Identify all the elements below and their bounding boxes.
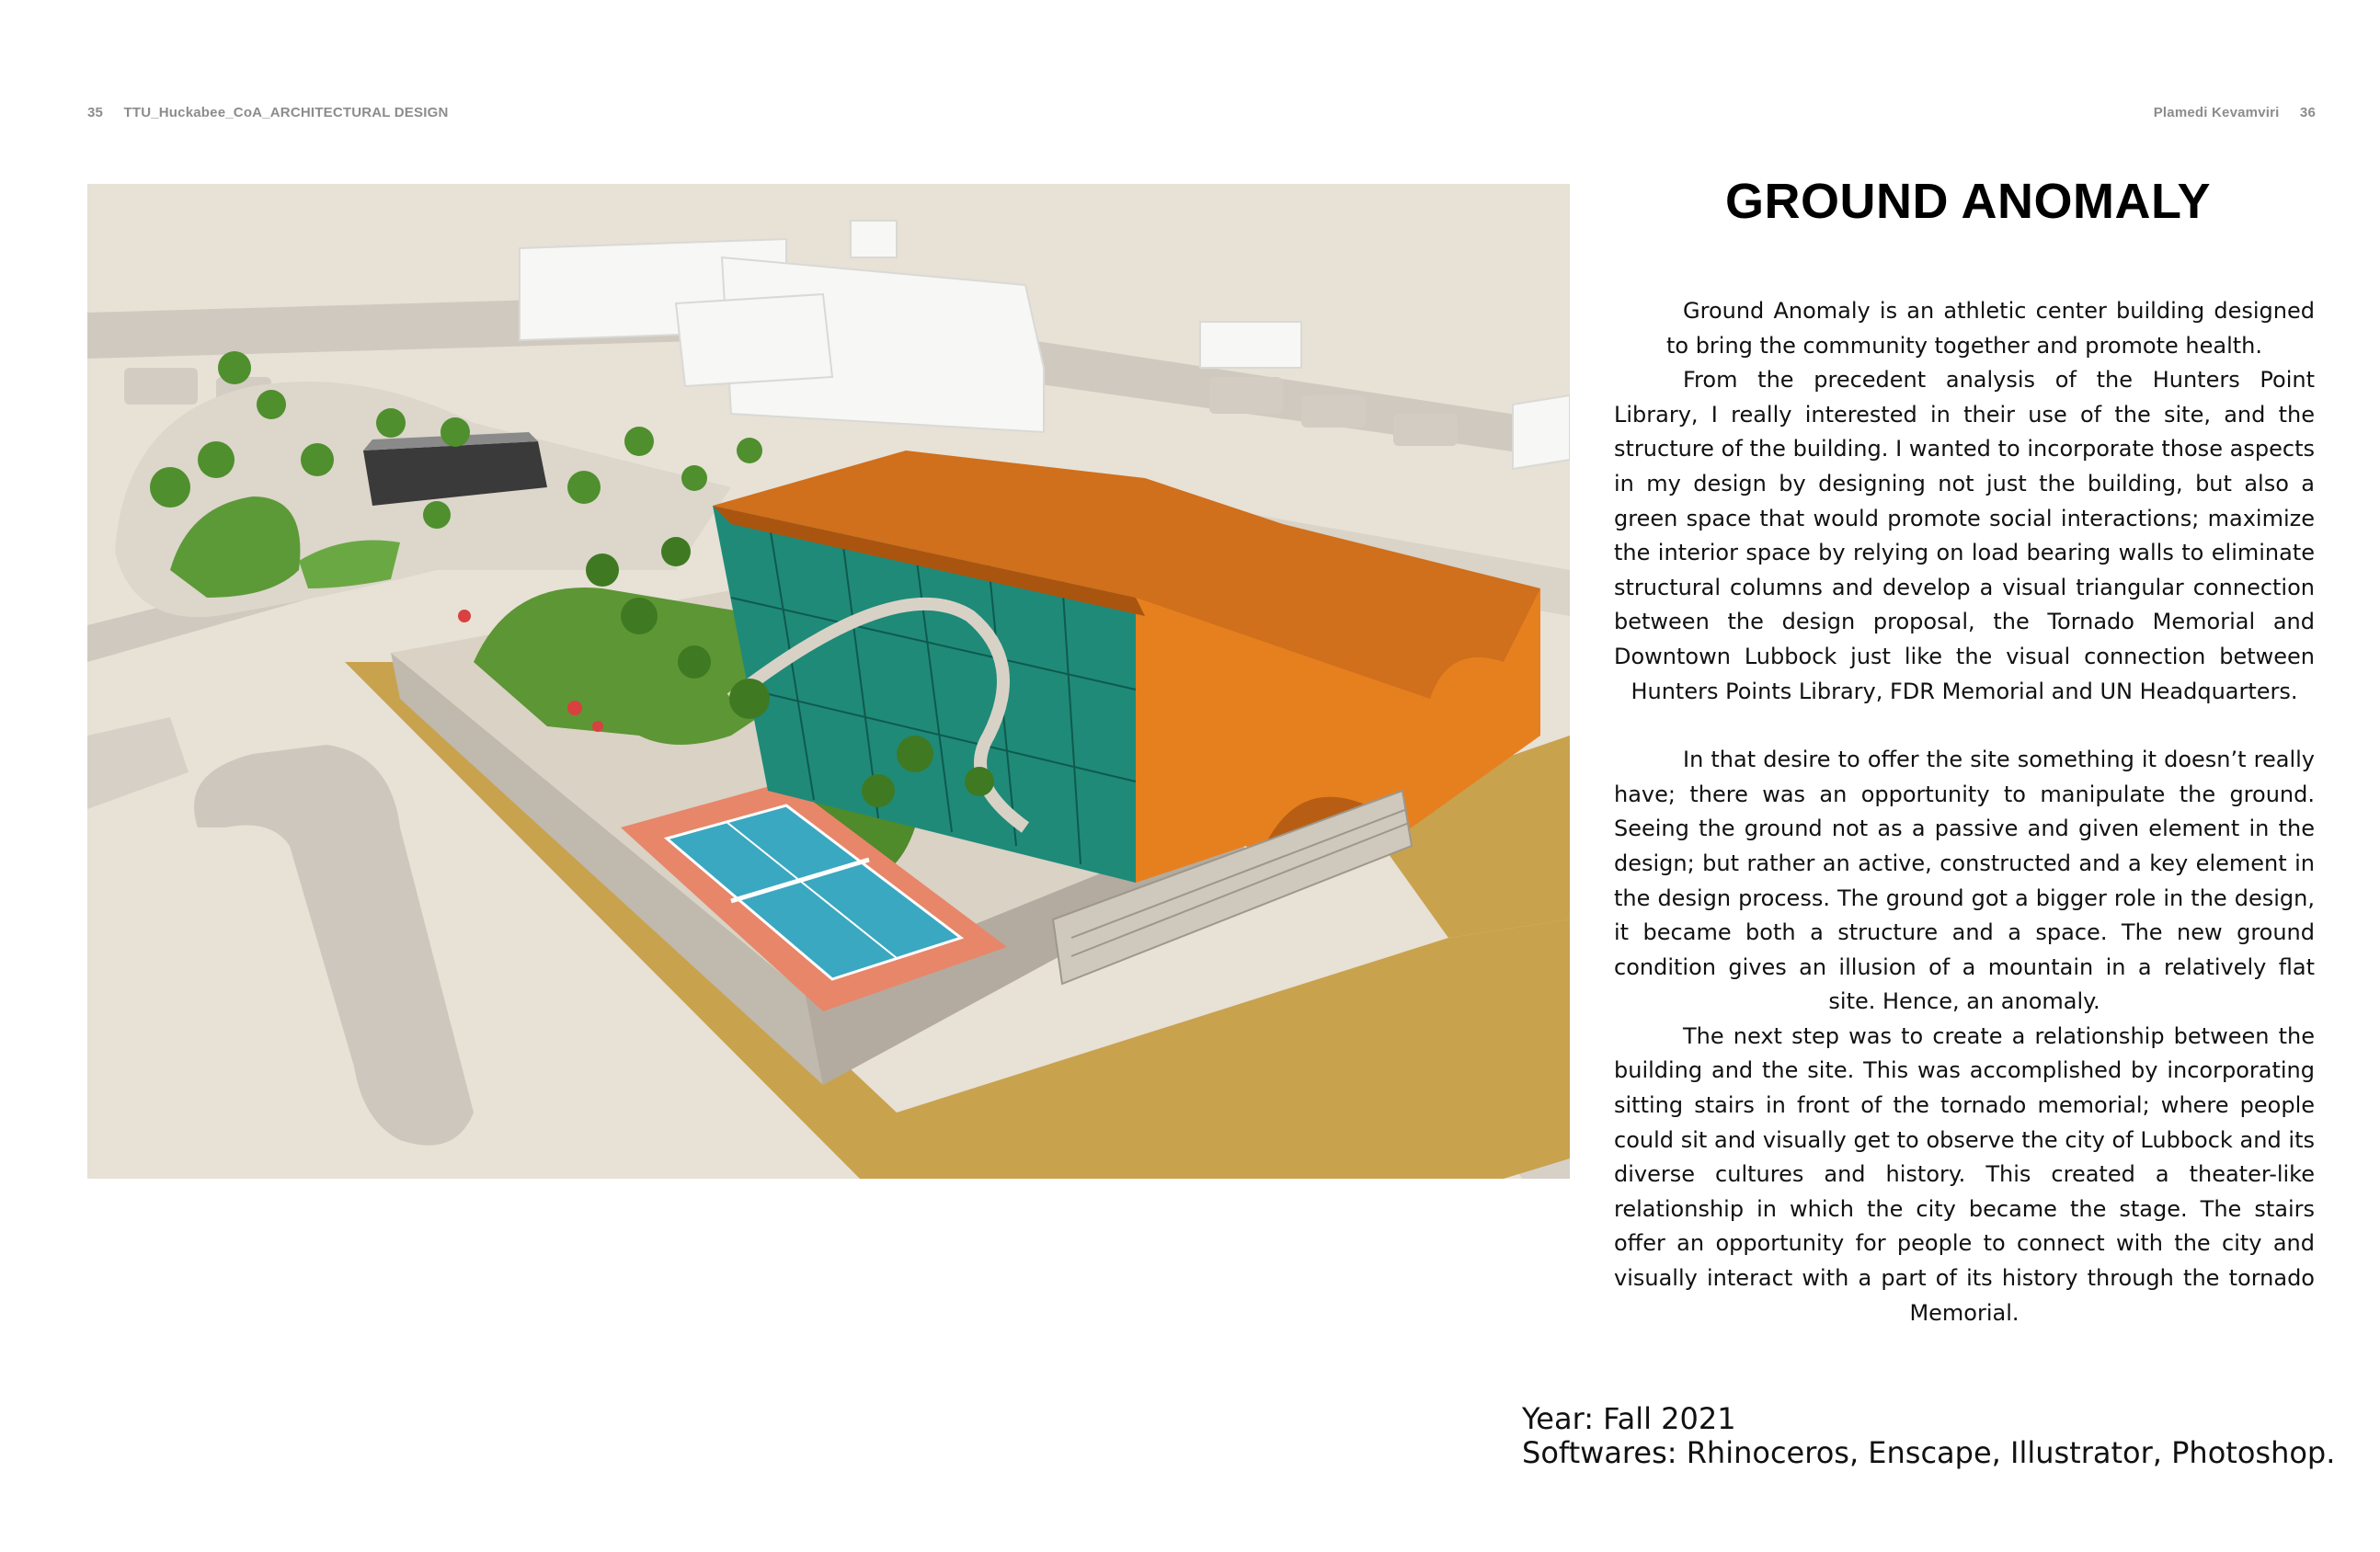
project-title: GROUND ANOMALY (1724, 174, 2211, 229)
description-paragraph: The next step was to create a relationship between the building and the site. This was accomplished by incorporating sitting stairs in front of the tornado memorial; where people could sit and visually get to observe the city of Lubbock and its diverse cultures and history. This created a theater-like relationship in which the city became the stage. The stairs offer an opportunity for people to connect with the city and visually interact with a part of its history through the tornado Memorial. (1614, 1022, 2315, 1326)
project-meta (1522, 1402, 2335, 1470)
left-page-number: 35 (87, 105, 104, 120)
page-header-right (2154, 105, 2316, 120)
description-paragraph: In that desire to offer the site something it doesn’t really have; there was an opportunity to manipulate the ground. Seeing the ground not as a passive and given element in the design; but rather an active, constructed and a key element in the design process. The ground got a bigger role in the design, it became both a structure and a space. The new ground condition gives an illusion of a mountain in a relatively flat site. Hence, an anomaly. (1614, 747, 2315, 1015)
aerial-building-render (87, 184, 1570, 1179)
project-softwares: Softwares: Rhinoceros, Enscape, Illustrator, Photoshop. (1522, 1435, 2336, 1470)
description-paragraph: Ground Anomaly is an athletic center building designed to bring the community together and promote health. (1665, 298, 2315, 359)
page-header-left (87, 105, 448, 120)
right-page-number: 36 (2299, 105, 2316, 120)
author-name: Plamedi Kevamviri (2153, 105, 2280, 120)
project-year: Year: Fall 2021 (1522, 1401, 1736, 1436)
project-description (1614, 294, 2315, 1330)
course-label: TTU_Huckabee_CoA_ARCHITECTURAL DESIGN (123, 105, 449, 120)
description-paragraph: From the precedent analysis of the Hunters Point Library, I really interested in their use of the site, and the structure of the building. I wanted to incorporate those aspects in my design by designing not just the building, but also a green space that would promote social interactions; maximize the interior space by relying on load bearing walls to eliminate structural columns and develop a visual triangular connection between the design proposal, the Tornado Memorial and Downtown Lubbock just like the visual connection between Hunters Points Library, FDR Memorial and UN Headquarters. (1614, 367, 2315, 704)
aerial-render-image (87, 184, 1570, 1179)
